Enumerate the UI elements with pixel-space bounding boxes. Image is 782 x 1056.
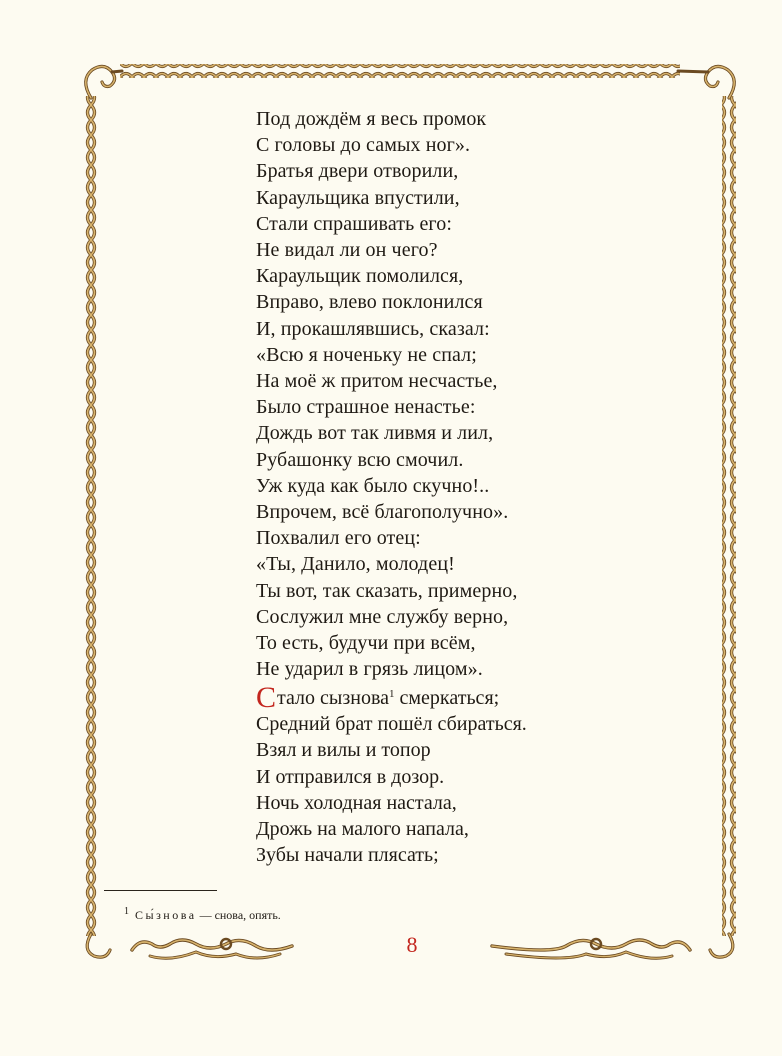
poem-line: Не видал ли он чего?	[256, 239, 438, 262]
footnote-term: Сы́знова	[135, 908, 197, 922]
poem-line: То есть, будучи при всём,	[256, 632, 476, 655]
corner-ornament-bottom-left	[87, 934, 110, 957]
frame-right-border	[722, 96, 736, 936]
corner-ornament-bottom-right	[710, 934, 733, 957]
poem-line: «Всю я ноченьку не спал;	[256, 343, 477, 366]
poem-line: Стали спрашивать его:	[256, 212, 452, 235]
frame-left-border	[84, 96, 98, 936]
frame-top-border	[120, 64, 680, 78]
poem-line: Не ударил в грязь лицом».	[256, 658, 483, 681]
poem-line: Вправо, влево поклонился	[256, 291, 483, 314]
poem-line: С головы до самых ног».	[256, 134, 471, 157]
poem-line: Дождь вот так ливмя и лил,	[256, 422, 494, 445]
page-number: 8	[406, 932, 418, 957]
poem-stanza-1	[256, 106, 676, 682]
first-line-text: тало сызнова	[277, 687, 390, 709]
footnote-definition: — снова, опять.	[196, 908, 281, 922]
poem-line: Дрожь на малого напала,	[256, 818, 469, 841]
bottom-left-scroll-ornament	[132, 939, 292, 958]
poem-line: Рубашонку всю смочил.	[256, 448, 464, 471]
poem-stanza-2	[256, 681, 676, 868]
footnote	[124, 906, 281, 923]
drop-cap-letter: С	[256, 681, 277, 714]
poem-line: Впрочем, всё благополучно».	[256, 501, 509, 524]
footnote-divider	[104, 890, 217, 891]
poem-line: Зубы начали плясать;	[256, 844, 439, 867]
bottom-right-scroll-ornament	[492, 939, 690, 958]
poem-line: Уж куда как было скучно!..	[256, 474, 490, 497]
poem-line: На моё ж притом несчастье,	[256, 370, 498, 393]
poem-line: Под дождём я весь промок	[256, 108, 487, 130]
poem-line: Похвалил его отец:	[256, 527, 421, 550]
poem-line: Караульщик помолился,	[256, 265, 464, 288]
poem-line: Средний брат пошёл сбираться.	[256, 713, 527, 736]
poem-line: Было страшное ненастье:	[256, 396, 476, 419]
first-line-ending: смеркаться;	[394, 687, 500, 709]
poem-line: И отправился в дозор.	[256, 765, 445, 788]
footnote-number: 1	[124, 906, 129, 917]
poem-line: Караульщика впустили,	[256, 186, 460, 209]
poem-line: «Ты, Данило, молодец!	[256, 553, 455, 576]
corner-ornament-top-right	[678, 66, 734, 98]
poem-line: Ночь холодная настала,	[256, 791, 457, 814]
corner-ornament-top-left	[86, 66, 122, 98]
poem-line: Сослужил мне службу верно,	[256, 605, 509, 628]
stanza-2-lines	[256, 711, 676, 868]
poem-line: Ты вот, так сказать, примерно,	[256, 579, 518, 602]
footnote-marker: 1	[389, 688, 395, 700]
poem-line: Взял и вилы и топор	[256, 739, 431, 762]
poem-line: И, прокашлявшись, сказал:	[256, 317, 490, 340]
poem-line	[256, 681, 676, 714]
poem-line: Братья двери отворили,	[256, 160, 459, 183]
